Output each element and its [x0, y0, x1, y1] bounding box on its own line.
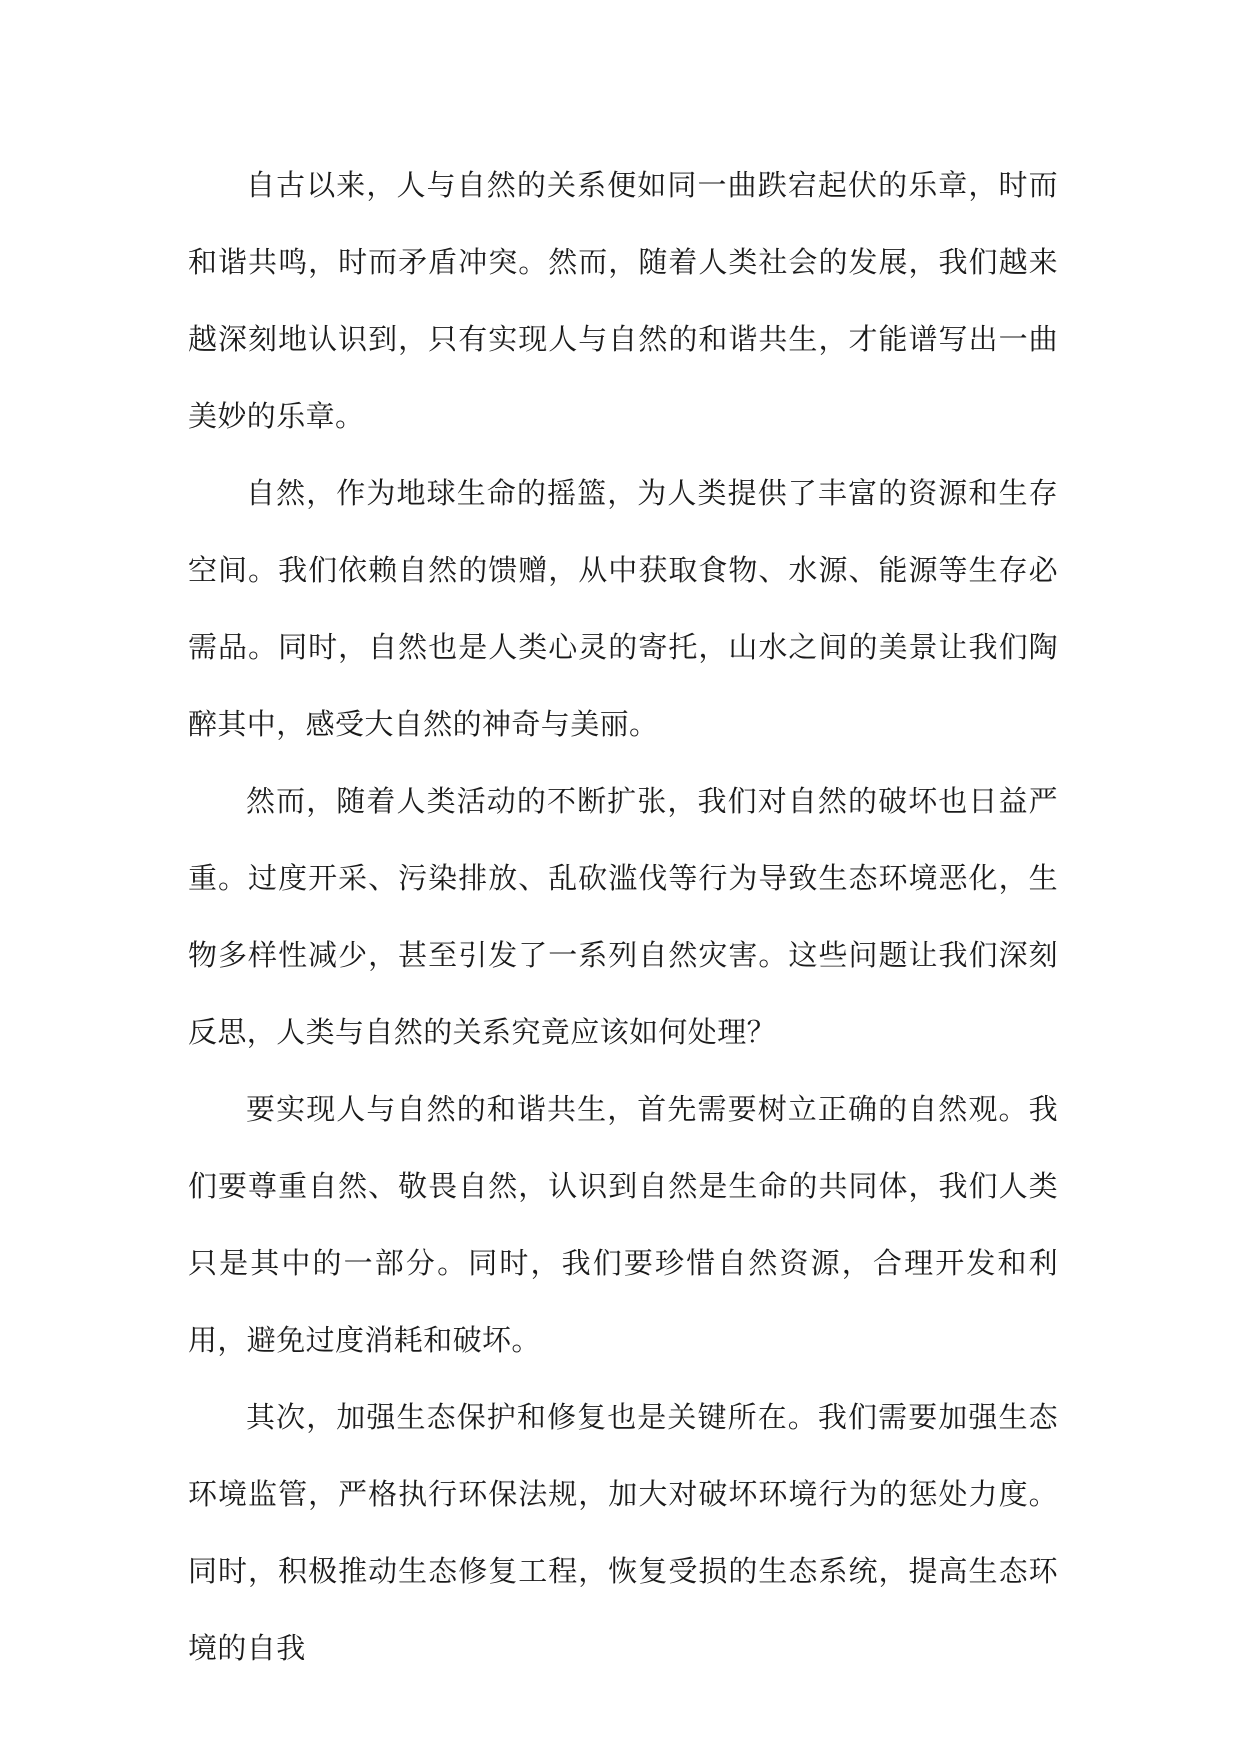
document-body: [188, 147, 1058, 1687]
paragraph-1: 自古以来，人与自然的关系便如同一曲跌宕起伏的乐章，时而和谐共鸣，时而矛盾冲突。然而，随着人类社会的发展，我们越来越深刻地认识到，只有实现人与自然的和谐共生，才能谱写出一曲美妙的乐章。: [188, 168, 1058, 433]
paragraph-5: 其次，加强生态保护和修复也是关键所在。我们需要加强生态环境监管，严格执行环保法规，加大对破坏环境行为的惩处力度。同时，积极推动生态修复工程，恢复受损的生态系统，提高生态环境的自我: [188, 1400, 1058, 1665]
paragraph-2: 自然，作为地球生命的摇篮，为人类提供了丰富的资源和生存空间。我们依赖自然的馈赠，从中获取食物、水源、能源等生存必需品。同时，自然也是人类心灵的寄托，山水之间的美景让我们陶醉其中，感受大自然的神奇与美丽。: [188, 476, 1058, 741]
paragraph-3: 然而，随着人类活动的不断扩张，我们对自然的破坏也日益严重。过度开采、污染排放、乱砍滥伐等行为导致生态环境恶化，生物多样性减少，甚至引发了一系列自然灾害。这些问题让我们深刻反思，人类与自然的关系究竟应该如何处理？: [188, 784, 1058, 1049]
paragraph-4: 要实现人与自然的和谐共生，首先需要树立正确的自然观。我们要尊重自然、敬畏自然，认识到自然是生命的共同体，我们人类只是其中的一部分。同时，我们要珍惜自然资源，合理开发和利用，避免过度消耗和破坏。: [188, 1092, 1058, 1357]
